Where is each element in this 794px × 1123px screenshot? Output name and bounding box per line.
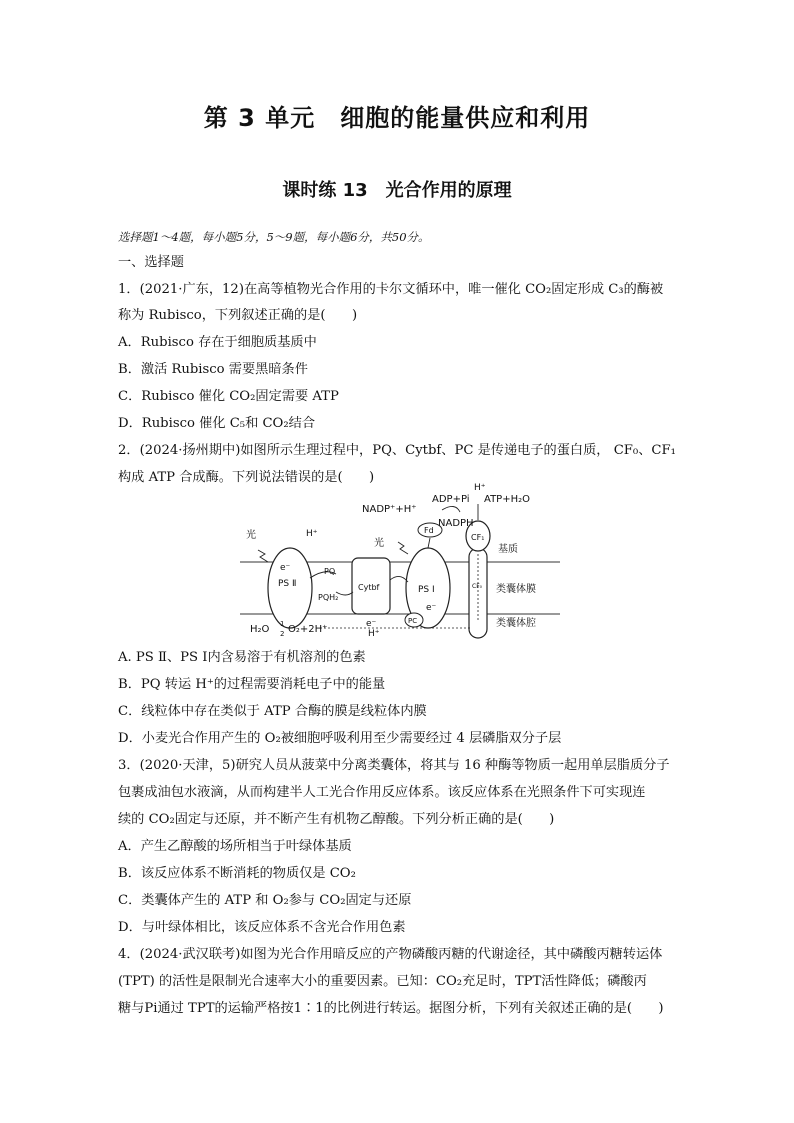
thylakoid-diagram — [240, 483, 560, 639]
fig-hplus-top-left: H⁺ — [306, 529, 318, 539]
q3-stem-line3: 续的 CO₂固定与还原，并不断产生有机物乙醇酸。下列分析正确的是( ) — [118, 812, 555, 827]
fig-stroma: 基质 — [498, 544, 518, 555]
fig-adp: ADP+Pi — [432, 494, 470, 505]
fig-light2: 光 — [374, 538, 384, 549]
lesson-title: 课时练 13 光合作用的原理 — [282, 180, 512, 201]
fig-pc: PC — [408, 617, 418, 625]
fig-e3: e⁻ — [426, 603, 437, 613]
fig-pqh2: PQH₂ — [318, 593, 339, 602]
fig-psii-label: PS Ⅱ — [278, 579, 297, 589]
q1-option-c: C．Rubisco 催化 CO₂固定需要 ATP — [118, 389, 339, 404]
q3-stem-line1: 3．(2020·天津，5)研究人员从菠菜中分离类囊体，将其与 16 种酶等物质一起用单层脂质分子 — [118, 758, 670, 773]
q3-option-d: D．与叶绿体相比，该反应体系不含光合作用色素 — [118, 920, 406, 935]
fig-cf0: CF₀ — [472, 583, 483, 590]
fig-e1: e⁻ — [280, 563, 291, 573]
unit-title: 第 3 单元 细胞的能量供应和利用 — [203, 104, 591, 132]
q3-option-b: B．该反应体系不断消耗的物质仅是 CO₂ — [118, 866, 356, 881]
q2-option-b: B．PQ 转运 H⁺的过程需要消耗电子中的能量 — [118, 677, 386, 692]
q3-option-c: C．类囊体产生的 ATP 和 O₂参与 CO₂固定与还原 — [118, 893, 412, 908]
fig-light1: 光 — [246, 530, 256, 541]
q1-option-d: D．Rubisco 催化 C₅和 CO₂结合 — [118, 416, 316, 431]
q1-option-b: B．激活 Rubisco 需要黑暗条件 — [118, 362, 308, 377]
fig-e2: e⁻ — [366, 619, 377, 629]
fig-nadp: NADP⁺+H⁺ — [362, 504, 417, 515]
q2-option-a: A. PS Ⅱ、PS Ⅰ内含易溶于有机溶剂的色素 — [118, 650, 366, 665]
q1-stem-line1: 1．(2021·广东，12)在高等植物光合作用的卡尔文循环中，唯一催化 CO₂固定形成 C₃的酶被 — [118, 282, 664, 297]
section-heading: 一、选择题 — [118, 255, 184, 270]
fig-psi-label: PS Ⅰ — [418, 585, 435, 595]
q1-stem-line2: 称为 Rubisco，下列叙述正确的是( ) — [118, 308, 358, 323]
fig-cytbf: Cytbf — [358, 583, 380, 592]
fig-half-num: 1 — [280, 620, 285, 628]
fig-water: H₂O — [250, 624, 270, 635]
fig-cf1: CF₁ — [471, 533, 485, 542]
atp-synthase — [469, 548, 487, 638]
q1-option-a: A．Rubisco 存在于细胞质基质中 — [118, 335, 317, 350]
q2-stem-line2: 构成 ATP 合成酶。下列说法错误的是( ) — [118, 470, 375, 485]
fig-nadph: NADPH — [438, 518, 474, 529]
q4-stem-line3: 糖与Pi通过 TPT的运输严格按1∶1的比例进行转运。据图分析，下列有关叙述正确的是( ) — [118, 1001, 664, 1016]
fig-pq: PQ — [324, 567, 336, 576]
instructions: 选择题1～4题，每小题5分，5～9题，每小题6分，共50分。 — [118, 230, 430, 244]
fig-half-den: 2 — [280, 630, 285, 638]
q2-option-d: D．小麦光合作用产生的 O₂被细胞呼吸利用至少需要经过 4 层磷脂双分子层 — [118, 731, 562, 746]
fig-atp: ATP+H₂O — [484, 494, 530, 505]
fig-fd: Fd — [424, 526, 434, 535]
q4-stem-line2: (TPT) 的活性是限制光合速率大小的重要因素。已知：CO₂充足时，TPT活性降低；磷酸丙 — [118, 974, 647, 989]
q3-stem-line2: 包裹成油包水液滴，从而构建半人工光合作用反应体系。该反应体系在光照条件下可实现连 — [118, 785, 646, 800]
fig-o2: O₂+2H⁺ — [288, 624, 328, 635]
fig-hplus-atp: H⁺ — [474, 483, 486, 493]
q3-option-a: A．产生乙醇酸的场所相当于叶绿体基质 — [118, 839, 352, 854]
q2-stem-line1: 2．(2024·扬州期中)如图所示生理过程中，PQ、Cytbf、PC 是传递电子的蛋白质， CF₀、CF₁ — [118, 443, 676, 458]
q2-option-c: C．线粒体中存在类似于 ATP 合酶的膜是线粒体内膜 — [118, 704, 427, 719]
fig-hplus-mid: H⁺ — [368, 629, 380, 639]
q4-stem-line1: 4．(2024·武汉联考)如图为光合作用暗反应的产物磷酸丙糖的代谢途径，其中磷酸丙糖转运体 — [118, 947, 663, 962]
fig-membrane: 类囊体膜 — [496, 584, 536, 595]
fig-lumen: 类囊体腔 — [496, 618, 536, 629]
